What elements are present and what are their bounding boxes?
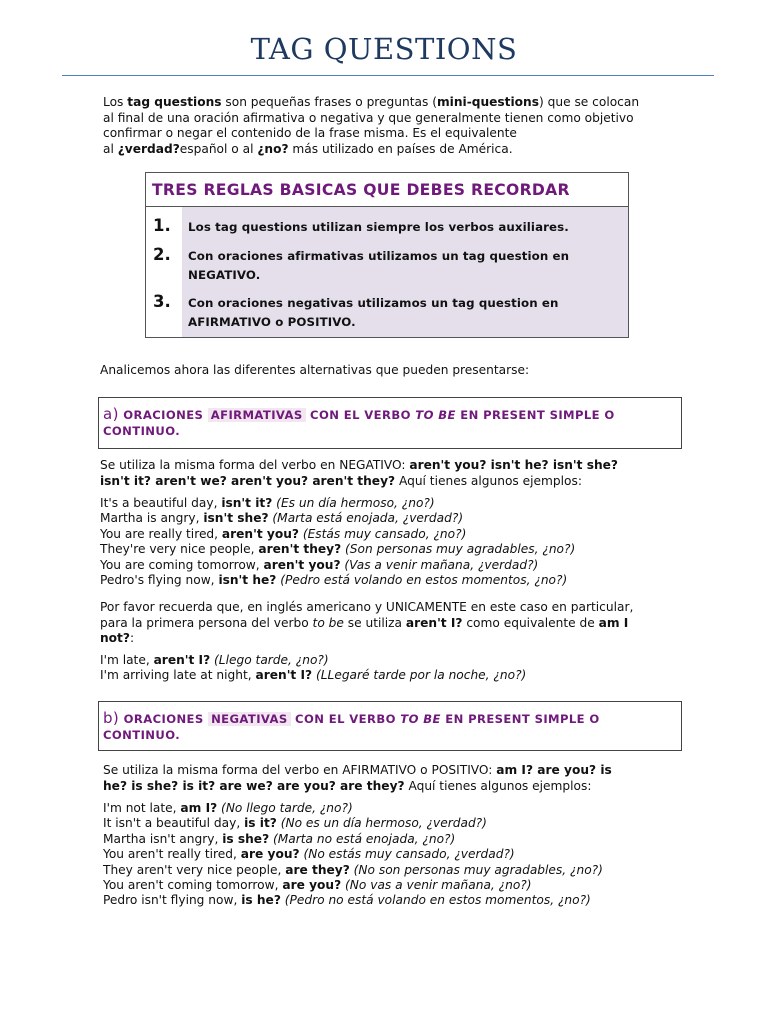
- rule-number: 1.: [153, 216, 171, 235]
- page-title: TAG QUESTIONS: [250, 32, 518, 66]
- rules-table: [145, 172, 629, 338]
- note-paragraph: Por favor recuerda que, en inglés americano y UNICAMENTE en este caso en particular, para la primera persona del verbo to be se utiliza aren't I? como equivalente de am I not?:: [100, 600, 634, 645]
- rules-heading: TRES REGLAS BASICAS QUE DEBES RECORDAR: [146, 173, 628, 207]
- rule-number: 3.: [153, 292, 171, 311]
- section-a-heading: a) ORACIONES AFIRMATIVAS CON EL VERBO TO BE EN PRESENT SIMPLE O CONTINUO.: [103, 405, 615, 438]
- rule-number: 2.: [153, 245, 171, 264]
- section-b-rule: Se utiliza la misma forma del verbo en AFIRMATIVO o POSITIVO: am I? are you? is he? is she? is it? are we? are you? are they? Aquí tienes algunos ejemplos:: [103, 763, 612, 793]
- example-line: You are really tired, aren't you? (Estás muy cansado, ¿no?): [100, 526, 467, 541]
- example-line: It's a beautiful day, isn't it? (Es un día hermoso, ¿no?): [100, 496, 435, 510]
- highlight-affirmative: AFIRMATIVAS: [208, 408, 306, 422]
- example-line: I'm arriving late at night, aren't I? (LLegaré tarde por la noche, ¿no?): [100, 668, 527, 683]
- section-a-heading-box: [98, 397, 682, 449]
- section-b-heading-box: [98, 701, 682, 751]
- section-a-examples: [100, 496, 575, 588]
- section-b-examples: [103, 801, 603, 909]
- rule-text: Los tag questions utilizan siempre los verbos auxiliares.: [188, 220, 569, 234]
- example-line: They aren't very nice people, are they? (No son personas muy agradables, ¿no?): [103, 862, 603, 877]
- example-line: Pedro's flying now, isn't he? (Pedro está volando en estos momentos, ¿no?): [100, 573, 568, 588]
- rules-body: [146, 207, 628, 337]
- example-line: Pedro isn't flying now, is he? (Pedro no está volando en estos momentos, ¿no?): [103, 893, 591, 908]
- intro-paragraph: Los tag questions son pequeñas frases o preguntas (mini-questions) que se colocan al final de una oración afirmativa o negativa y que generalmente tienen como objetivo confirmar o negar el contenido de la frase misma. Es el equivalente al ¿verdad?español o al ¿no? más utilizado en países de América.: [103, 95, 640, 156]
- example-line: Martha is angry, isn't she? (Marta está enojada, ¿verdad?): [100, 511, 464, 526]
- section-b-heading: b) ORACIONES NEGATIVAS CON EL VERBO TO BE EN PRESENT SIMPLE O CONTINUO.: [103, 709, 600, 742]
- example-line: You aren't really tired, are you? (No estás muy cansado, ¿verdad?): [103, 847, 515, 862]
- highlight-negative: NEGATIVAS: [208, 712, 291, 726]
- section-a-rule: Se utiliza la misma forma del verbo en NEGATIVO: aren't you? isn't he? isn't she? isn't it? aren't we? aren't you? aren't they? Aquí tienes algunos ejemplos:: [100, 458, 618, 488]
- title-underline: [62, 75, 714, 76]
- example-line: It isn't a beautiful day, is it? (No es un día hermoso, ¿verdad?): [103, 816, 487, 831]
- note-examples: [100, 653, 526, 684]
- example-line: You are coming tomorrow, aren't you? (Vas a venir mañana, ¿verdad?): [100, 557, 539, 572]
- example-line: They're very nice people, aren't they? (Son personas muy agradables, ¿no?): [100, 542, 576, 557]
- example-line: Martha isn't angry, is she? (Marta no está enojada, ¿no?): [103, 831, 456, 846]
- example-line: I'm not late, am I? (No llego tarde, ¿no?): [103, 801, 353, 815]
- analyze-sentence: Analicemos ahora las diferentes alternativas que pueden presentarse:: [100, 363, 530, 377]
- example-line: I'm late, aren't I? (Llego tarde, ¿no?): [100, 653, 329, 667]
- rule-text: Con oraciones negativas utilizamos un tag question en AFIRMATIVO o POSITIVO.: [188, 296, 559, 329]
- rule-text: Con oraciones afirmativas utilizamos un tag question en NEGATIVO.: [188, 249, 570, 282]
- example-line: You aren't coming tomorrow, are you? (No vas a venir mañana, ¿no?): [103, 878, 532, 893]
